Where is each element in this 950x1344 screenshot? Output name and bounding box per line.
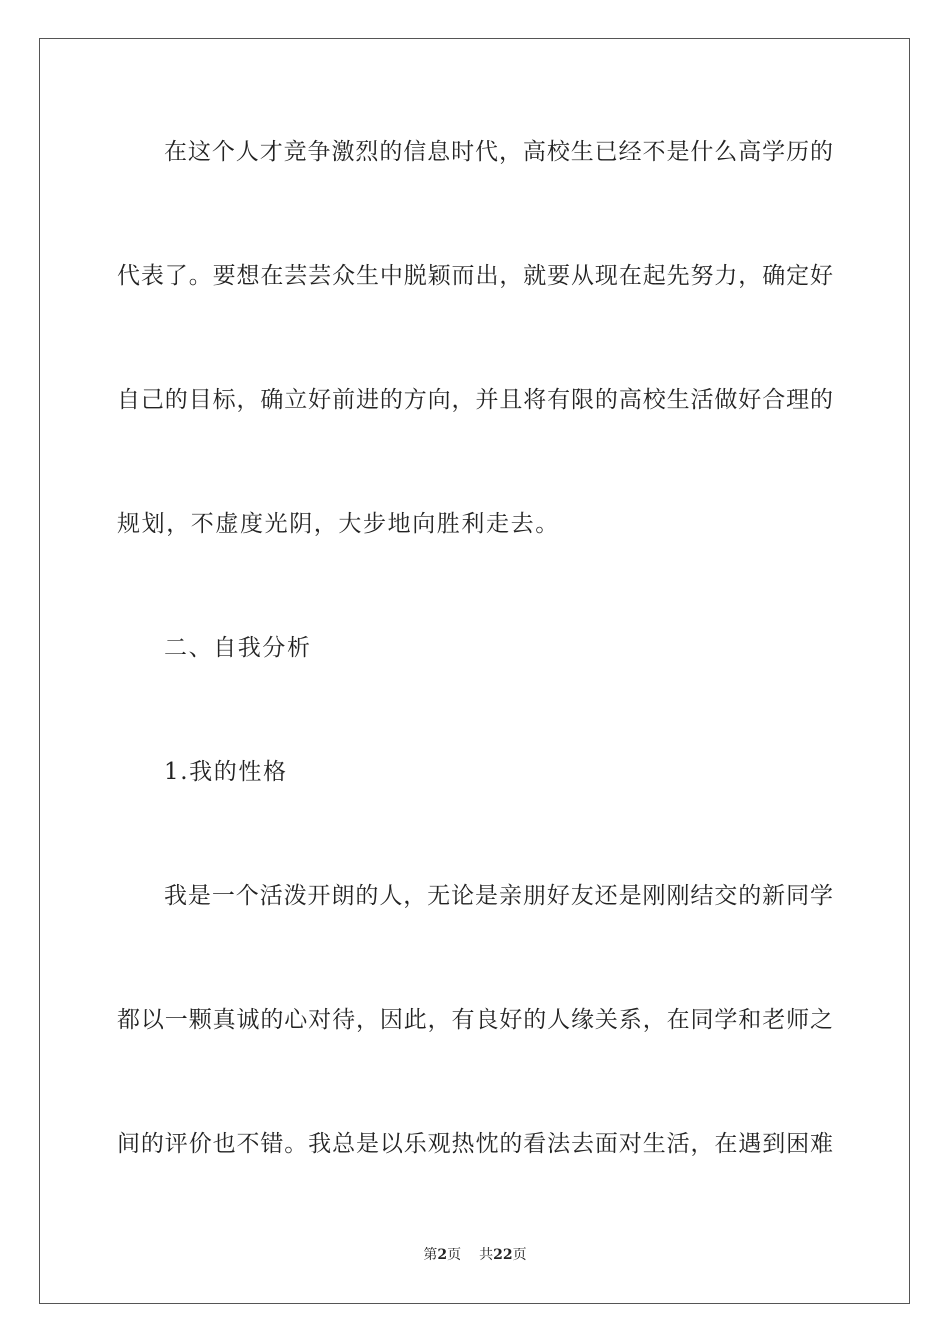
paragraph-1-line-4: 规划，不虚度光阴，大步地向胜利走去。 xyxy=(117,511,560,537)
footer-page-suffix: 页 xyxy=(447,1247,462,1263)
page-footer xyxy=(0,1246,950,1264)
footer-page-prefix: 第 xyxy=(423,1247,438,1263)
paragraph-2-line-2: 都以一颗真诚的心对待，因此，有良好的人缘关系，在同学和老师之 xyxy=(117,1007,833,1033)
paragraph-2-line-3: 间的评价也不错。我总是以乐观热忱的看法去面对生活，在遇到困难 xyxy=(117,1131,833,1157)
section-heading-self-analysis: 二、自我分析 xyxy=(164,635,312,661)
footer-total-pages: 22 xyxy=(493,1247,513,1263)
footer-page-number: 2 xyxy=(437,1247,448,1263)
footer-total-suffix: 页 xyxy=(512,1247,527,1263)
subsection-heading-personality: 1.我的性格 xyxy=(164,759,288,785)
paragraph-2-line-1: 我是一个活泼开朗的人，无论是亲朋好友还是刚刚结交的新同学 xyxy=(164,883,833,909)
page-border xyxy=(39,38,910,1304)
paragraph-1-line-3: 自己的目标，确立好前进的方向，并且将有限的高校生活做好合理的 xyxy=(117,387,833,413)
paragraph-1-line-2: 代表了。要想在芸芸众生中脱颖而出，就要从现在起先努力，确定好 xyxy=(117,263,833,289)
footer-total-prefix: 共 xyxy=(479,1247,494,1263)
paragraph-1-line-1: 在这个人才竞争激烈的信息时代，高校生已经不是什么高学历的 xyxy=(164,139,833,165)
